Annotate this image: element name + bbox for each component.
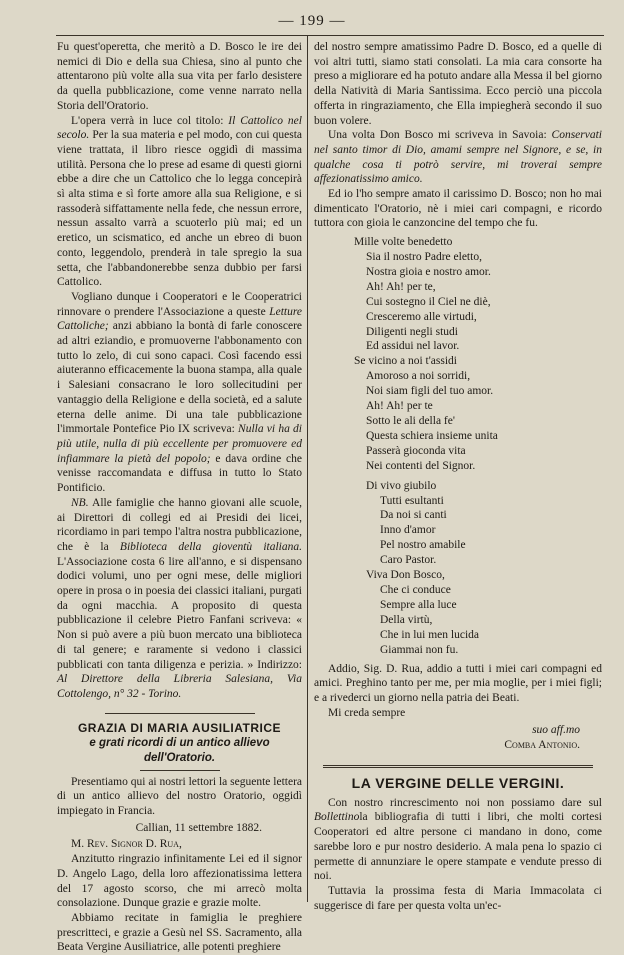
paragraph-cattolico <box>57 114 302 290</box>
poem-line: Cresceremo alle virtudi, <box>366 310 477 323</box>
poem-line: Nostra gioia e nostro amor. <box>366 265 491 278</box>
poem-line: Nei contenti del Signor. <box>366 459 476 472</box>
poem-line: Tutti esultanti <box>380 494 444 507</box>
poem-line: Di vivo giubilo <box>366 479 437 492</box>
paragraph-nb <box>57 496 302 702</box>
poem-line: Diligenti negli studi <box>366 325 458 338</box>
poem-line: Ed assidui nel lavor. <box>366 340 460 353</box>
letter-paragraph-2: Abbiamo recitate in famiglia le preghiere prescritteci, e grazie a Gesù nel SS. Sacramento, alla Beata Vergine Ausiliatrice, alle potenti preghiere <box>57 911 302 954</box>
poem-line: Giammai non fu. <box>380 643 459 656</box>
poem-line: Pel nostro amabile <box>380 539 466 552</box>
signature-name: Comba Antonio. <box>504 739 580 752</box>
poem-line: Della virtù, <box>380 613 433 626</box>
section-rule <box>140 770 220 771</box>
poem-line: Inno d'amor <box>380 524 436 537</box>
text-span: L'Associazione costa 6 lire all'anno, e si dispensano dodici volumi, uno per ogni mese, delle migliori opere in prosa o in poesia dei classici italiani, purgati da ogni macchia. A proposito di questa pubblicazione il celebre Pietro Fanfani scriveva: « Non si può avere a più buon mercato una biblioteca di tal genere; e raramente si vedono i classici pubblicati con tanta diligenza e perizia. » Indirizzo: <box>57 555 302 671</box>
paragraph-operetta: Fu quest'operetta, che meritò a D. Bosco le ire dei nemici di Dio e della sua Chiesa, sino al punto che attentarono più volte alla sua vita per farlo desistere da quella pubblicazione, come venne narrato nella Storia dell'Oratorio. <box>57 41 302 112</box>
section-title-grazia: GRAZIA DI MARIA AUSILIATRICE <box>77 720 282 735</box>
letter-paragraph-5: Ed io l'ho sempre amato il carissimo D. Bosco; non ho mai dimenticato l'Oratorio, nè i miei cari compagni, e ricordo tuttora con gioia le canzoncine del tempo che fu. <box>314 188 602 230</box>
poem-line: Amoroso a noi sorridi, <box>366 370 471 383</box>
letter-paragraph-4 <box>314 128 602 187</box>
text-span: la bibliografia di tutti i libri, che molti cortesi Cooperatori ed altre persone ci mandano in dono, come sarebbe loro e pur nostro desiderio. A mala pena lo spazio ci permette di annunziare le opere stampate e vendute presso di noi. <box>314 811 602 883</box>
text-span: Per la sua materia e pel modo, con cui questa viene trattata, il libro riesce oggidì di massima utilità. Persona che lo prese ad esame di questi giorni ebbe a dire che un Cattolico che lo legga concepirà sì alta stima e sì forte amore alla sua Religione, e si rassoderà siffattamente nella fede, che nessun errore, nessun assalto varrà a scuoterlo più mai; ed un eretico, un scismatico, ed anche un ebreo di buon conto, leggendolo, prenderà in tale spregio la sua setta, che l'abbandonerebbe senza dubbio per farsi Cattolico. <box>57 129 302 289</box>
section-rule <box>105 713 255 714</box>
column-divider <box>307 36 308 902</box>
poem-line: Che in lui men lucida <box>380 628 480 641</box>
text-span: e dava ordine che venisse raccomandata e diffusa in tutto lo Stato Pontificio. <box>57 452 302 495</box>
poem-line: Sia il nostro Padre eletto, <box>366 251 482 264</box>
section-title-vergine: LA VERGINE DELLE VERGINI. <box>351 774 565 791</box>
text-span: anzi abbiano la bontà di farle conoscere ad altri eziandio, e promuoverne l'abbonamento con tutto lo zelo, di cui sono capaci. Così facendo essi aiuteranno efficacemente la buona stampa, alla quale i Salesiani consacrano le loro sollecitudini per vantaggio della Religione e della società, ed a salute eterna delle anime. Di una tale pubblicazione l'immortale Pontefice Pio IX scriveva: <box>57 320 302 436</box>
text-span: L'opera verrà in luce col titolo: <box>71 114 224 127</box>
poem-line: Caro Pastor. <box>380 554 437 567</box>
letter-salutation: M. Rev. Signor D. Rua, <box>71 838 182 851</box>
poem-line: Che ci conduce <box>380 583 451 596</box>
text-span: Vogliano dunque i Cooperatori e le Cooperatrici rinnovare o prendere l'Associazione a queste <box>57 290 302 318</box>
book-title-cattolico: Il Cattolico nel secolo. <box>57 114 302 142</box>
quote-don-bosco: Conservati nel santo timor di Dio, amami sempre nel Signore, e se, in qualche cosa ti potrò servire, mi troverai sempre affezionatissimo amico. <box>314 129 603 186</box>
paragraph-intro: Presentiamo qui ai nostri lettori la seguente lettera di un antico allievo del nostro Oratorio, oggidì impiegato in Francia. <box>57 775 302 818</box>
title-biblioteca: Biblioteca della gioventù italiana. <box>119 540 302 553</box>
left-column <box>57 40 302 955</box>
text-span: Una volta Don Bosco mi scriveva in Savoia: <box>328 129 547 142</box>
letter-paragraph-1: Anzitutto ringrazio infinitamente Lei ed il signor D. Angelo Lago, della loro affezionatissima lettera del 17 agosto scorso, che mi arrecò molta consolazione. Dunque grazie e grazie molte. <box>57 853 302 910</box>
signature-line-1: suo aff.mo <box>532 724 580 737</box>
title-bollettino: Bollettino <box>314 811 360 824</box>
poem-line: Sotto le ali della fe' <box>366 415 455 428</box>
poem-line: Sempre alla luce <box>380 598 457 611</box>
letter-paragraph-3: del nostro sempre amatissimo Padre D. Bosco, ed a quelle di voi altri tutti, siamo stati consolati. La mia cara consorte ha preso a migliorare ed ha potuto andare alla Messa il bel giorno della Natività di Maria Santissima. Ecco perciò una piccola offerta in ringraziamento, che Ella impiegherà secondo il suo buon volere. <box>314 41 602 127</box>
header-rule <box>56 35 604 36</box>
letter-closing: Mi creda sempre <box>328 706 406 719</box>
page-number: — 199 — <box>278 13 346 29</box>
poem-line: Da noi si canti <box>380 509 447 522</box>
poem-line: Se vicino a noi t'assidi <box>354 355 458 368</box>
poem-line: Viva Don Bosco, <box>366 569 445 582</box>
poem-line: Questa schiera insieme unita <box>366 429 498 442</box>
section-subtitle-grazia: e grati ricordi di un antico allievo dell'Oratorio. <box>89 736 270 764</box>
letter-dateline: Callian, 11 settembre 1882. <box>135 821 262 834</box>
right-column <box>314 40 602 913</box>
poem <box>354 235 602 657</box>
paragraph-bibliografia <box>314 796 602 884</box>
text-span: Alle famiglie che hanno giovani alle scuole, ai Direttori di collegi ed ai Presidi dei licei, ricordiamo in pari tempo l'altra nostra pubblicazione, che è la <box>57 496 303 553</box>
poem-line: Ah! Ah! per te, <box>366 280 436 293</box>
address-libreria: Al Direttore della Libreria Salesiana, Via Cottolengo, n° 32 - Torino. <box>57 673 302 700</box>
section-rule <box>323 765 593 768</box>
title-letture-cattoliche: Letture Cattoliche; <box>57 305 302 333</box>
quote-pio-ix: Nulla vi ha di più utile, nulla di più eccellente per promuovere ed infiammare la pietà del popolo; <box>57 423 302 465</box>
poem-line: Ah! Ah! per te <box>366 400 433 413</box>
letter-paragraph-6: Addio, Sig. D. Rua, addio a tutti i miei cari compagni ed amici. Preghino tanto per me, per mia moglie, per i miei figli; e a rivederci un giorno nella patria dei Beati. <box>314 662 602 704</box>
nb-label: NB. <box>71 496 89 509</box>
poem-line: Mille volte benedetto <box>354 236 453 249</box>
paragraph-immacolata: Tuttavia la prossima festa di Maria Immacolata ci suggerisce di fare per questa volta un'ec- <box>314 884 602 912</box>
paragraph-cooperatori <box>57 290 302 496</box>
text-span: Con nostro rincrescimento noi non possiamo dare sul <box>328 796 602 809</box>
poem-line: Cui sostegno il Ciel ne diè, <box>366 295 491 308</box>
poem-line: Passerà gioconda vita <box>366 444 466 457</box>
poem-line: Noi siam figli del tuo amor. <box>366 385 494 398</box>
